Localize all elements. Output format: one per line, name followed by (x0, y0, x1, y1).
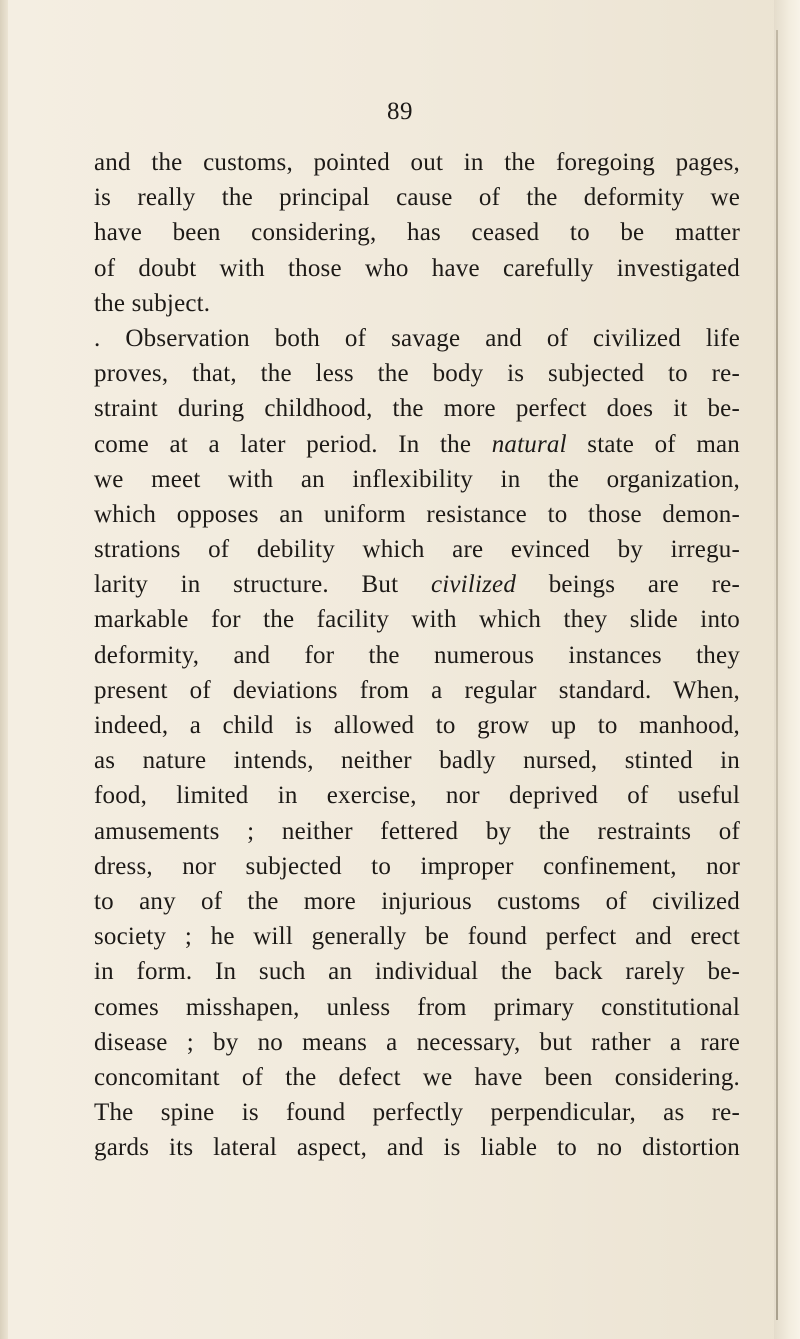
text-line-with-italic (94, 427, 740, 462)
text-line: . Observation both of savage and of civilized life (94, 324, 740, 352)
text-line: we meet with an inflexibility in the organization, (94, 465, 740, 493)
text-line: markable for the facility with which they slide into (94, 606, 740, 634)
text-line: straint during childhood, the more perfect does it be- (94, 395, 740, 423)
text-line: comes misshapen, unless from primary constitutional (94, 993, 740, 1021)
text-line: and the customs, pointed out in the foregoing pages, (94, 149, 740, 176)
page-edge-shadow (776, 30, 778, 1320)
text-line: society ; he will generally be found perfect and erect (94, 923, 740, 951)
text-line: strations of debility which are evinced by irregu- (94, 536, 740, 564)
body-text (94, 145, 740, 1165)
text-segment: state of man (566, 430, 741, 458)
text-line: gards its lateral aspect, and is liable to no distortion (94, 1134, 740, 1162)
text-line: the subject. (94, 289, 211, 317)
text-segment: come at a later period. In the (94, 430, 492, 458)
text-line: in form. In such an individual the back rarely be- (94, 958, 740, 986)
page-number: 89 (387, 98, 413, 125)
text-line-with-italic (94, 567, 740, 602)
text-line: present of deviations from a regular standard. When, (94, 676, 740, 704)
page-gutter (0, 0, 8, 1339)
text-line: dress, nor subjected to improper confinement, nor (94, 852, 740, 880)
text-line: which opposes an uniform resistance to those demon- (94, 500, 740, 528)
text-segment: larity in structure. But (94, 571, 431, 599)
text-segment: beings are re- (516, 571, 740, 599)
text-line: indeed, a child is allowed to grow up to manhood, (94, 712, 740, 739)
italic-word: civilized (430, 571, 517, 599)
text-line: The spine is found perfectly perpendicular, as re- (94, 1099, 740, 1127)
italic-word: natural (491, 430, 567, 458)
text-line: amusements ; neither fettered by the restraints of (94, 817, 740, 845)
text-line: food, limited in exercise, nor deprived of useful (94, 782, 740, 810)
text-line: deformity, and for the numerous instances they (94, 641, 740, 669)
text-line: to any of the more injurious customs of civilized (94, 887, 740, 915)
text-line: have been considering, has ceased to be matter (94, 219, 740, 247)
text-line: proves, that, the less the body is subjected to re- (94, 360, 740, 388)
text-line: of doubt with those who have carefully investigated (94, 254, 740, 282)
text-line: concomitant of the defect we have been considering. (94, 1063, 740, 1091)
text-line: disease ; by no means a necessary, but rather a rare (94, 1028, 740, 1056)
text-line: is really the principal cause of the deformity we (94, 184, 740, 212)
text-line: as nature intends, neither badly nursed, stinted in (94, 747, 740, 775)
